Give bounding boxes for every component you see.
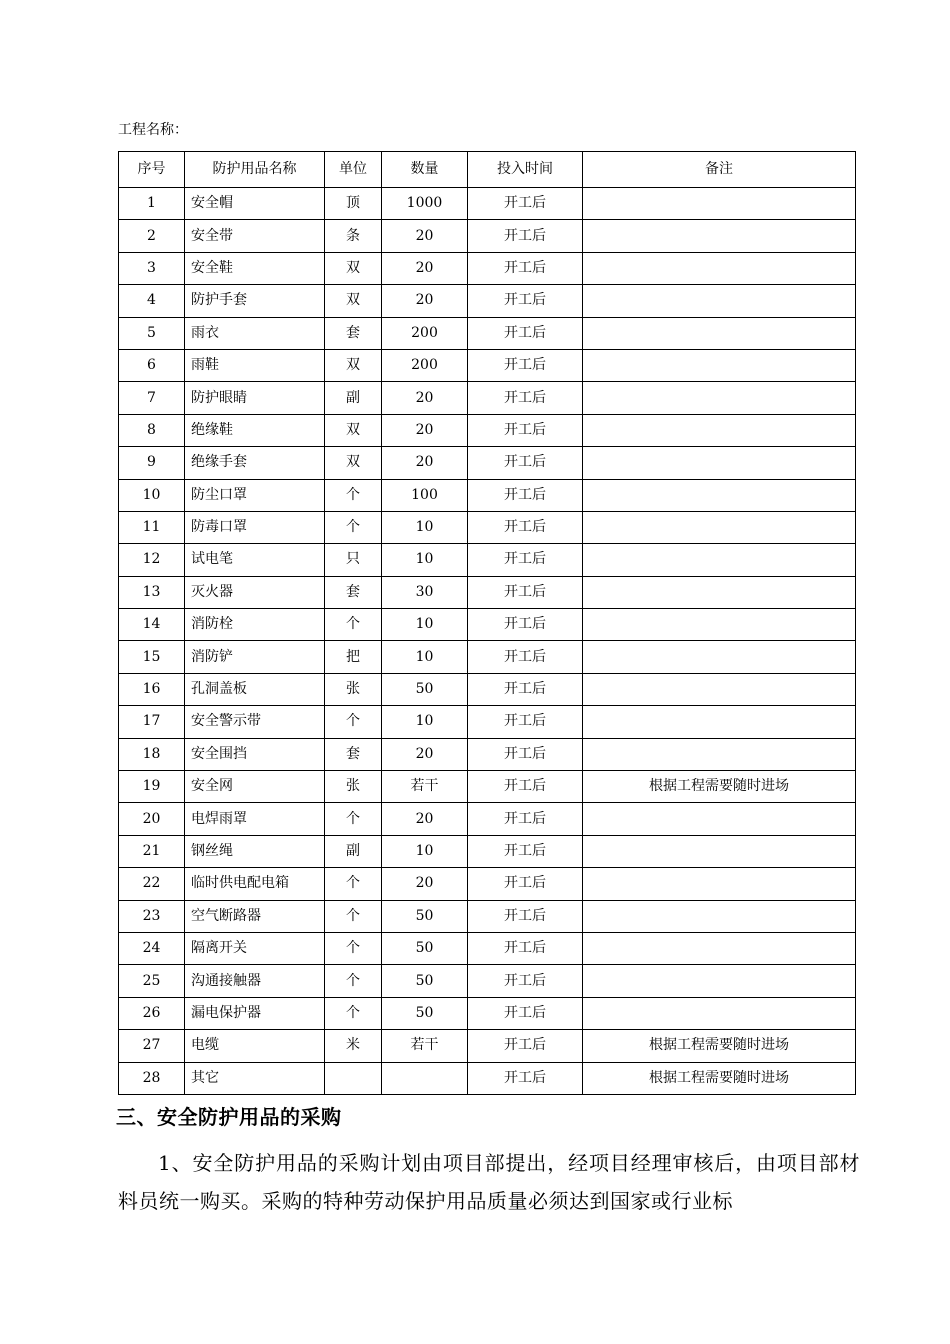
cell-quantity: 50 <box>382 997 468 1029</box>
cell-remarks <box>583 188 856 220</box>
section-heading: 三、安全防护用品的采购 <box>116 1105 342 1129</box>
cell-input-time: 开工后 <box>468 479 583 511</box>
cell-seq: 12 <box>119 544 185 576</box>
cell-seq: 1 <box>119 188 185 220</box>
table-row <box>119 479 856 511</box>
cell-item-name: 绝缘手套 <box>185 447 325 479</box>
cell-item-name: 安全警示带 <box>185 706 325 738</box>
cell-remarks <box>583 479 856 511</box>
cell-input-time: 开工后 <box>468 771 583 803</box>
cell-quantity: 50 <box>382 965 468 997</box>
cell-unit: 个 <box>325 965 382 997</box>
cell-input-time: 开工后 <box>468 673 583 705</box>
header-item-name: 防护用品名称 <box>185 152 325 188</box>
cell-remarks <box>583 932 856 964</box>
cell-seq: 22 <box>119 868 185 900</box>
cell-seq: 26 <box>119 997 185 1029</box>
cell-remarks <box>583 706 856 738</box>
cell-unit: 个 <box>325 803 382 835</box>
cell-unit: 个 <box>325 997 382 1029</box>
cell-unit: 双 <box>325 447 382 479</box>
cell-quantity: 若干 <box>382 1030 468 1062</box>
cell-remarks: 根据工程需要随时进场 <box>583 771 856 803</box>
table-row <box>119 349 856 381</box>
cell-seq: 8 <box>119 414 185 446</box>
cell-item-name: 沟通接触器 <box>185 965 325 997</box>
cell-seq: 4 <box>119 285 185 317</box>
table-body <box>119 188 856 1095</box>
cell-item-name: 防毒口罩 <box>185 511 325 543</box>
cell-unit: 双 <box>325 285 382 317</box>
cell-unit: 个 <box>325 706 382 738</box>
cell-remarks <box>583 544 856 576</box>
cell-unit: 双 <box>325 349 382 381</box>
cell-input-time: 开工后 <box>468 349 583 381</box>
cell-item-name: 孔洞盖板 <box>185 673 325 705</box>
cell-seq: 18 <box>119 738 185 770</box>
body-paragraph: 1、安全防护用品的采购计划由项目部提出，经项目经理审核后，由项目部材料员统一购买。采购的特种劳动保护用品质量必须达到国家或行业标 <box>118 1151 860 1213</box>
table-row <box>119 511 856 543</box>
cell-input-time: 开工后 <box>468 868 583 900</box>
cell-quantity: 10 <box>382 835 468 867</box>
cell-item-name: 雨鞋 <box>185 349 325 381</box>
cell-quantity: 20 <box>382 414 468 446</box>
cell-seq: 14 <box>119 609 185 641</box>
header-seq: 序号 <box>119 152 185 188</box>
cell-input-time: 开工后 <box>468 285 583 317</box>
cell-quantity: 20 <box>382 382 468 414</box>
cell-unit: 套 <box>325 317 382 349</box>
cell-item-name: 防护手套 <box>185 285 325 317</box>
cell-unit: 副 <box>325 382 382 414</box>
cell-remarks <box>583 965 856 997</box>
cell-quantity: 50 <box>382 932 468 964</box>
table-row <box>119 900 856 932</box>
cell-quantity: 20 <box>382 252 468 284</box>
cell-unit: 套 <box>325 576 382 608</box>
cell-seq: 27 <box>119 1030 185 1062</box>
cell-quantity: 10 <box>382 544 468 576</box>
cell-seq: 7 <box>119 382 185 414</box>
cell-seq: 2 <box>119 220 185 252</box>
cell-unit: 张 <box>325 673 382 705</box>
table-row <box>119 803 856 835</box>
table-row <box>119 1030 856 1062</box>
cell-input-time: 开工后 <box>468 414 583 446</box>
cell-remarks <box>583 609 856 641</box>
cell-item-name: 钢丝绳 <box>185 835 325 867</box>
cell-remarks <box>583 641 856 673</box>
table-row <box>119 1062 856 1094</box>
cell-remarks <box>583 285 856 317</box>
cell-remarks <box>583 997 856 1029</box>
cell-item-name: 安全带 <box>185 220 325 252</box>
cell-unit: 个 <box>325 479 382 511</box>
cell-remarks <box>583 382 856 414</box>
cell-unit: 顶 <box>325 188 382 220</box>
cell-remarks <box>583 900 856 932</box>
table-row <box>119 835 856 867</box>
table-row <box>119 997 856 1029</box>
cell-remarks <box>583 576 856 608</box>
cell-unit: 张 <box>325 771 382 803</box>
header-unit: 单位 <box>325 152 382 188</box>
cell-item-name: 安全网 <box>185 771 325 803</box>
cell-seq: 9 <box>119 447 185 479</box>
cell-quantity: 10 <box>382 511 468 543</box>
table-row <box>119 965 856 997</box>
cell-item-name: 电焊雨罩 <box>185 803 325 835</box>
cell-input-time: 开工后 <box>468 252 583 284</box>
cell-item-name: 灭火器 <box>185 576 325 608</box>
cell-input-time: 开工后 <box>468 803 583 835</box>
cell-seq: 21 <box>119 835 185 867</box>
table-row <box>119 771 856 803</box>
cell-remarks <box>583 220 856 252</box>
table-row <box>119 447 856 479</box>
cell-seq: 20 <box>119 803 185 835</box>
table-row <box>119 738 856 770</box>
cell-input-time: 开工后 <box>468 220 583 252</box>
table-row <box>119 220 856 252</box>
cell-input-time: 开工后 <box>468 835 583 867</box>
cell-quantity: 若干 <box>382 771 468 803</box>
table-row <box>119 414 856 446</box>
cell-input-time: 开工后 <box>468 188 583 220</box>
cell-unit: 只 <box>325 544 382 576</box>
cell-unit: 米 <box>325 1030 382 1062</box>
cell-remarks <box>583 511 856 543</box>
cell-remarks <box>583 414 856 446</box>
cell-seq: 17 <box>119 706 185 738</box>
cell-unit: 个 <box>325 609 382 641</box>
cell-input-time: 开工后 <box>468 1030 583 1062</box>
cell-unit: 副 <box>325 835 382 867</box>
cell-seq: 11 <box>119 511 185 543</box>
cell-quantity: 20 <box>382 803 468 835</box>
table-row <box>119 252 856 284</box>
cell-seq: 28 <box>119 1062 185 1094</box>
cell-input-time: 开工后 <box>468 447 583 479</box>
table-row <box>119 285 856 317</box>
cell-input-time: 开工后 <box>468 544 583 576</box>
cell-unit <box>325 1062 382 1094</box>
cell-item-name: 消防铲 <box>185 641 325 673</box>
cell-item-name: 防护眼睛 <box>185 382 325 414</box>
cell-item-name: 雨衣 <box>185 317 325 349</box>
table-row <box>119 673 856 705</box>
cell-remarks <box>583 738 856 770</box>
cell-item-name: 绝缘鞋 <box>185 414 325 446</box>
cell-input-time: 开工后 <box>468 382 583 414</box>
cell-item-name: 安全鞋 <box>185 252 325 284</box>
table-row <box>119 544 856 576</box>
cell-remarks <box>583 349 856 381</box>
cell-item-name: 漏电保护器 <box>185 997 325 1029</box>
cell-seq: 10 <box>119 479 185 511</box>
table-row <box>119 706 856 738</box>
header-quantity: 数量 <box>382 152 468 188</box>
cell-unit: 个 <box>325 868 382 900</box>
cell-quantity: 10 <box>382 706 468 738</box>
cell-seq: 19 <box>119 771 185 803</box>
cell-unit: 套 <box>325 738 382 770</box>
cell-remarks: 根据工程需要随时进场 <box>583 1030 856 1062</box>
cell-quantity: 20 <box>382 220 468 252</box>
cell-item-name: 安全围挡 <box>185 738 325 770</box>
cell-seq: 15 <box>119 641 185 673</box>
cell-item-name: 安全帽 <box>185 188 325 220</box>
table-row <box>119 317 856 349</box>
table-row <box>119 576 856 608</box>
table-row <box>119 609 856 641</box>
cell-seq: 16 <box>119 673 185 705</box>
cell-seq: 3 <box>119 252 185 284</box>
cell-input-time: 开工后 <box>468 511 583 543</box>
cell-quantity: 50 <box>382 673 468 705</box>
cell-item-name: 隔离开关 <box>185 932 325 964</box>
project-name-label: 工程名称： <box>118 122 188 138</box>
cell-remarks <box>583 803 856 835</box>
table-row <box>119 382 856 414</box>
cell-quantity: 30 <box>382 576 468 608</box>
cell-unit: 双 <box>325 252 382 284</box>
cell-item-name: 消防栓 <box>185 609 325 641</box>
header-remarks: 备注 <box>583 152 856 188</box>
cell-item-name: 试电笔 <box>185 544 325 576</box>
cell-quantity: 100 <box>382 479 468 511</box>
table-row <box>119 868 856 900</box>
cell-seq: 25 <box>119 965 185 997</box>
cell-remarks <box>583 447 856 479</box>
cell-item-name: 其它 <box>185 1062 325 1094</box>
cell-input-time: 开工后 <box>468 900 583 932</box>
cell-quantity: 1000 <box>382 188 468 220</box>
cell-remarks <box>583 252 856 284</box>
cell-seq: 6 <box>119 349 185 381</box>
cell-quantity: 20 <box>382 738 468 770</box>
table-row <box>119 932 856 964</box>
cell-input-time: 开工后 <box>468 1062 583 1094</box>
cell-quantity: 200 <box>382 349 468 381</box>
cell-input-time: 开工后 <box>468 576 583 608</box>
cell-input-time: 开工后 <box>468 641 583 673</box>
cell-seq: 23 <box>119 900 185 932</box>
ppe-table <box>118 151 856 1095</box>
cell-item-name: 空气断路器 <box>185 900 325 932</box>
cell-unit: 双 <box>325 414 382 446</box>
cell-input-time: 开工后 <box>468 609 583 641</box>
table-row <box>119 641 856 673</box>
cell-unit: 个 <box>325 511 382 543</box>
cell-quantity: 20 <box>382 868 468 900</box>
cell-input-time: 开工后 <box>468 317 583 349</box>
cell-input-time: 开工后 <box>468 932 583 964</box>
cell-remarks <box>583 673 856 705</box>
cell-item-name: 电缆 <box>185 1030 325 1062</box>
cell-quantity: 50 <box>382 900 468 932</box>
cell-seq: 13 <box>119 576 185 608</box>
cell-input-time: 开工后 <box>468 738 583 770</box>
cell-input-time: 开工后 <box>468 997 583 1029</box>
cell-unit: 个 <box>325 900 382 932</box>
cell-remarks <box>583 317 856 349</box>
cell-remarks <box>583 868 856 900</box>
cell-seq: 24 <box>119 932 185 964</box>
cell-quantity: 10 <box>382 609 468 641</box>
table-header-row <box>119 152 856 188</box>
cell-unit: 把 <box>325 641 382 673</box>
cell-remarks <box>583 835 856 867</box>
cell-input-time: 开工后 <box>468 706 583 738</box>
cell-item-name: 防尘口罩 <box>185 479 325 511</box>
cell-quantity: 10 <box>382 641 468 673</box>
cell-unit: 个 <box>325 932 382 964</box>
cell-quantity: 20 <box>382 447 468 479</box>
cell-quantity: 20 <box>382 285 468 317</box>
cell-quantity <box>382 1062 468 1094</box>
table-row <box>119 188 856 220</box>
cell-item-name: 临时供电配电箱 <box>185 868 325 900</box>
cell-quantity: 200 <box>382 317 468 349</box>
cell-unit: 条 <box>325 220 382 252</box>
cell-remarks: 根据工程需要随时进场 <box>583 1062 856 1094</box>
cell-input-time: 开工后 <box>468 965 583 997</box>
cell-seq: 5 <box>119 317 185 349</box>
header-input-time: 投入时间 <box>468 152 583 188</box>
